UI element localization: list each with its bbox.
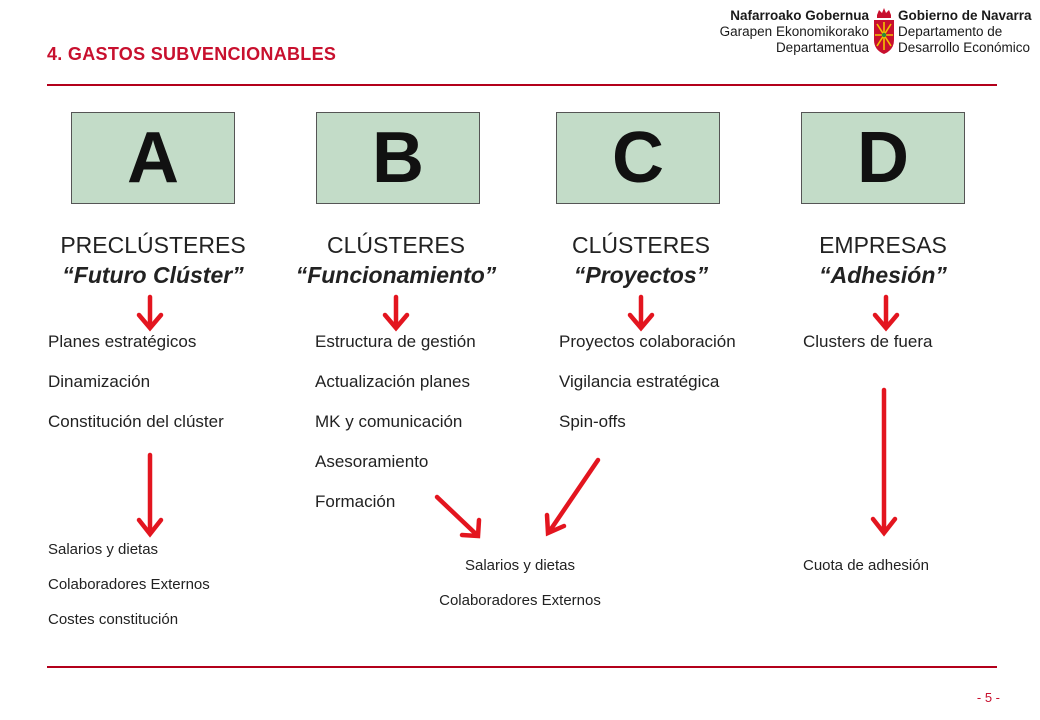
list-item: MK y comunicación (315, 412, 463, 431)
logo-spanish-text: Gobierno de Navarra Departamento de Desarrollo Económico (898, 8, 1032, 55)
list-item: Planes estratégicos (48, 332, 197, 351)
arrow-down-b (385, 297, 407, 328)
expense-item: Cuota de adhesión (803, 557, 929, 574)
list-item: Formación (315, 492, 396, 511)
arrow-down-c (630, 297, 652, 328)
arrow-c-expenses (547, 460, 598, 533)
list-item: Constitución del clúster (48, 412, 224, 431)
box-a: A (71, 112, 235, 204)
list-item: Estructura de gestión (315, 332, 476, 351)
logo-basque-text: Nafarroako Gobernua Garapen Ekonomikorako Departamentua (719, 8, 869, 55)
expense-item: Colaboradores Externos (48, 576, 210, 593)
list-item: Proyectos colaboración (559, 332, 736, 351)
arrow-down-d (875, 297, 897, 328)
arrow-b-expenses (437, 497, 479, 536)
arrow-down-a (139, 297, 161, 328)
heading-sublabel: “Funcionamiento” (295, 262, 497, 288)
list-item: Vigilancia estratégica (559, 372, 720, 391)
page-number: - 5 - (976, 690, 1000, 705)
box-b: B (316, 112, 480, 204)
expense-item: Costes constitución (48, 611, 179, 628)
expense-item: Salarios y dietas (48, 541, 159, 558)
arrow-a-expenses (139, 455, 161, 534)
heading-label: CLÚSTERES (571, 232, 711, 258)
heading-label: EMPRESAS (819, 232, 947, 258)
arrow-d-expenses (873, 390, 895, 533)
box-d: D (801, 112, 965, 204)
heading-label: PRECLÚSTERES (60, 232, 246, 258)
list-item: Spin-offs (559, 412, 626, 431)
heading-label: CLÚSTERES (326, 232, 466, 258)
list-item: Clusters de fuera (803, 332, 933, 351)
heading-sublabel: “Proyectos” (573, 262, 709, 288)
list-item: Asesoramiento (315, 452, 429, 471)
box-c: C (556, 112, 720, 204)
heading-sublabel: “Adhesión” (819, 262, 947, 288)
page-title: 4. GASTOS SUBVENCIONABLES (47, 44, 337, 64)
list-item: Dinamización (48, 372, 151, 391)
expense-item: Salarios y dietas (464, 557, 576, 574)
list-item: Actualización planes (315, 372, 470, 391)
expense-item: Colaboradores Externos (439, 592, 601, 609)
heading-sublabel: “Futuro Clúster” (62, 262, 244, 288)
